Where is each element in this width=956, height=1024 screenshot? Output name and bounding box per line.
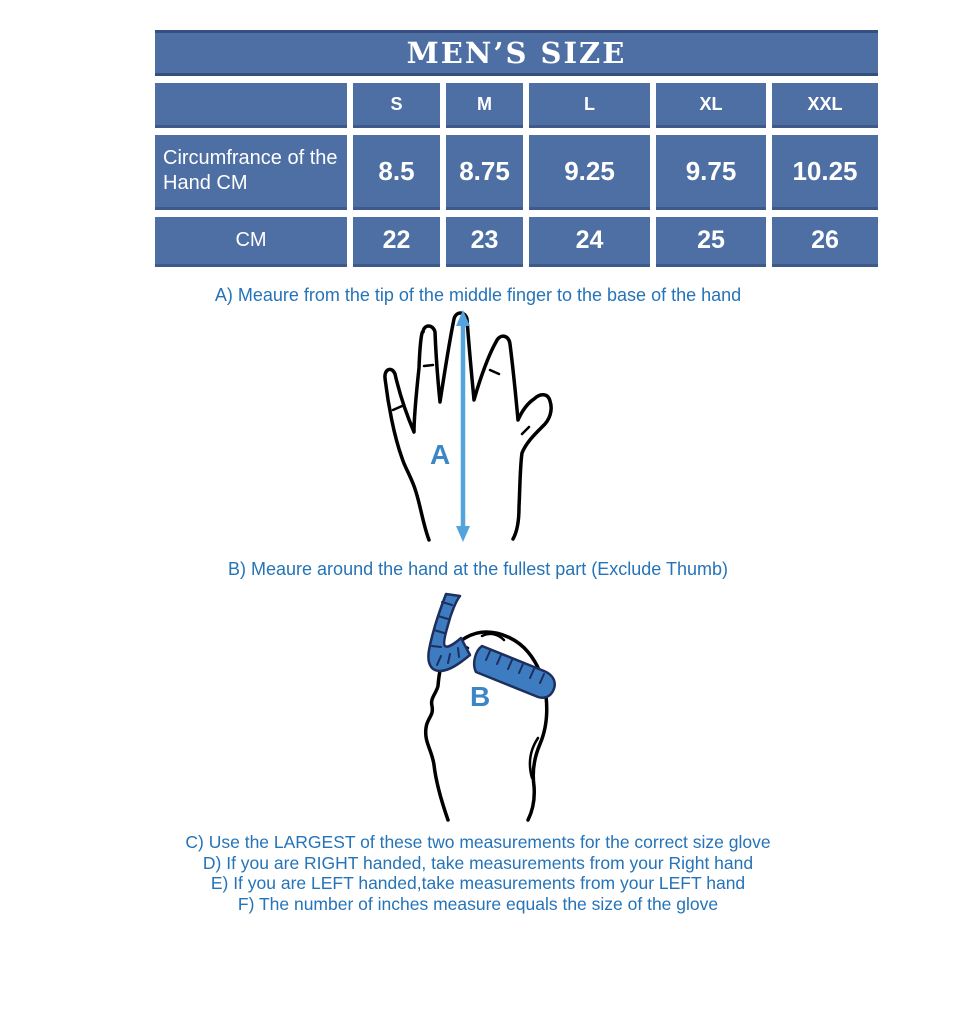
circumference-xxl: 10.25 <box>772 135 878 210</box>
cm-l: 24 <box>529 217 650 267</box>
table-title: MEN’S SIZE <box>155 30 878 76</box>
row-label-cm: CM <box>155 217 347 267</box>
cm-xl: 25 <box>656 217 766 267</box>
instruction-d: D) If you are RIGHT handed, take measurements from your Right hand <box>202 852 754 873</box>
instruction-e: E) If you are LEFT handed,take measurements from your LEFT hand <box>210 873 746 893</box>
circumference-l: 9.25 <box>529 135 650 210</box>
instruction-b: B) Meaure around the hand at the fullest part (Exclude Thumb) <box>228 559 728 579</box>
circumference-xl: 9.75 <box>656 135 766 210</box>
cm-s: 22 <box>353 217 440 267</box>
open-hand-outline <box>385 313 551 540</box>
mens-size-table <box>155 30 878 267</box>
instruction-c: C) Use the LARGEST of these two measurements for the correct size glove <box>185 832 771 852</box>
circumference-s: 8.5 <box>353 135 440 210</box>
cm-m: 23 <box>446 217 523 267</box>
col-header-l: L <box>529 83 650 128</box>
col-header-xxl: XXL <box>772 83 878 128</box>
instruction-f: F) The number of inches measure equals the size of the glove <box>237 893 719 914</box>
instruction-a: A) Meaure from the tip of the middle finger to the base of the hand <box>214 285 742 305</box>
hand-length-figure <box>372 306 562 555</box>
corner-cell <box>155 83 347 128</box>
circumference-m: 8.75 <box>446 135 523 210</box>
fist-illustration <box>386 588 571 832</box>
hand-circumference-figure <box>386 588 571 837</box>
cm-xxl: 26 <box>772 217 878 267</box>
col-header-m: M <box>446 83 523 128</box>
col-header-s: S <box>353 83 440 128</box>
instructions-c-f <box>0 832 956 914</box>
row-label-circumference: Circumfrance of the Hand CM <box>155 135 347 210</box>
col-header-xl: XL <box>656 83 766 128</box>
figure-b-label: B <box>470 681 491 712</box>
open-hand-illustration <box>372 306 562 550</box>
figure-a-label: A <box>430 439 451 470</box>
